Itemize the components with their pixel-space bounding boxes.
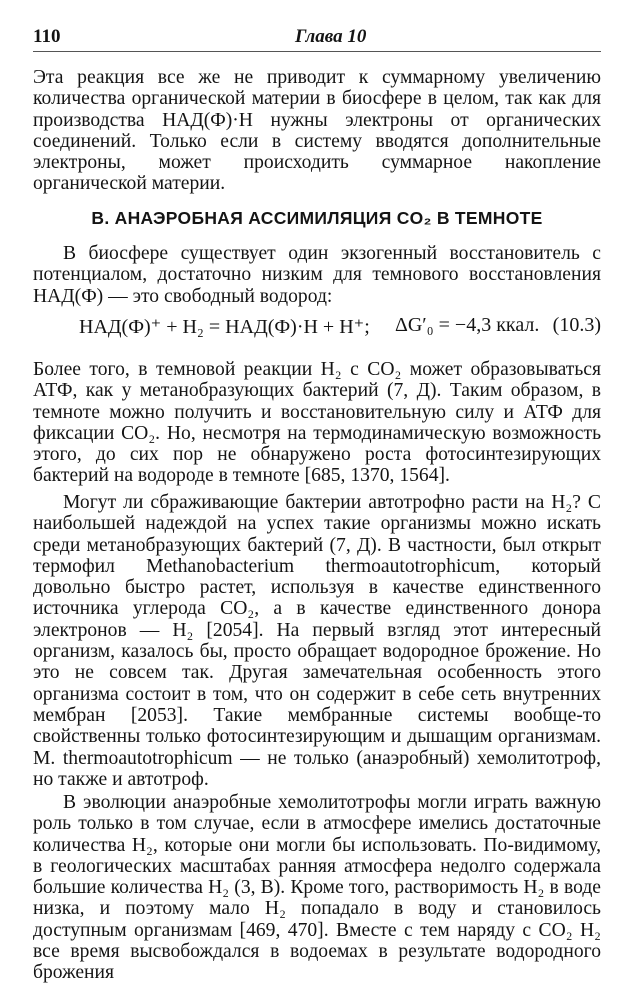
page-number: 110: [33, 26, 61, 47]
chapter-title: Глава 10: [295, 26, 367, 47]
paragraph-bacteria: Могут ли сбраживающие бактерии автотрофно расти на H₂? С наибольшей надеждой на успех такие организмы можно искать среди метанобразующих бактерий (7, Д). В частности, был открыт термофил Methanobacterium thermoautotrophicum, который довольно быстро растет, используя в качестве единственного источника углерода CO₂, а в качестве единственного донора электронов — H₂ [2054]. На первый взгляд этот интересный организм, казалось бы, просто обращает водородное брожение. Но это не совсем так. Другая замечательная особенность этого организма состоит в том, что он содержит в себе сеть внутренних мембран [2053]. Такие мембранные системы вообще-то свойственны только фотосинтезирующим и дышащим организмам. M. thermoautotrophicum — не только (анаэробный) хемолитотроф, но также и автотроф.: [33, 492, 601, 790]
paragraph-moreover: Более того, в темновой реакции H₂ с CO₂ может образовываться АТФ, как у метанобразующих бактерий (7, Д). Таким образом, в темноте можно получить и восстановительную силу и АТФ для фиксации CO₂. Но, несмотря на термодинамическую возможность этого, до сих пор не обнаружено роста фотосинтезирующих бактерий на водороде в темноте [685, 1370, 1564].: [33, 359, 601, 487]
section-title: В. АНАЭРОБНАЯ АССИМИЛЯЦИЯ CO₂ В ТЕМНОТЕ: [91, 208, 543, 228]
paragraph-biosphere: В биосфере существует один экзогенный восстановитель с потенциалом, достаточно низким для темнового восстановления НАД(Ф) — это свободный водород:: [33, 243, 601, 307]
paragraph-intro: Эта реакция все же не приводит к суммарному увеличению количества органической материи в биосфере в целом, так как для производства НАД(Ф)·Н нужны электроны от органических соединений. Только если в систему вводятся дополнительные электроны, может происходить суммарное накопление органической материи.: [33, 67, 601, 195]
equation-delta-g: ΔG′₀ = −4,3 ккал.: [395, 314, 540, 336]
equation-10-3: [33, 314, 601, 340]
page-header: [33, 26, 601, 50]
equation-reaction: НАД(Ф)⁺ + H₂ = НАД(Ф)·Н + H⁺;: [79, 316, 370, 338]
header-rule: [33, 51, 601, 52]
equation-number: (10.3): [552, 314, 601, 336]
paragraph-evolution: В эволюции анаэробные хемолитотрофы могли играть важную роль только в том случае, если в атмосфере имелись достаточные количества H₂, которые они могли бы использовать. По-видимому, в геологических масштабах ранняя атмосфера недолго содержала большие количества H₂ (3, B). Кроме того, растворимость H₂ в воде низка, и поэтому мало H₂ попадало в воду и становилось доступным организмам [469, 470]. Вместе с тем наряду с CO₂ H₂ все время высвобождался в водоемах в результате водородного брожения: [33, 792, 601, 984]
